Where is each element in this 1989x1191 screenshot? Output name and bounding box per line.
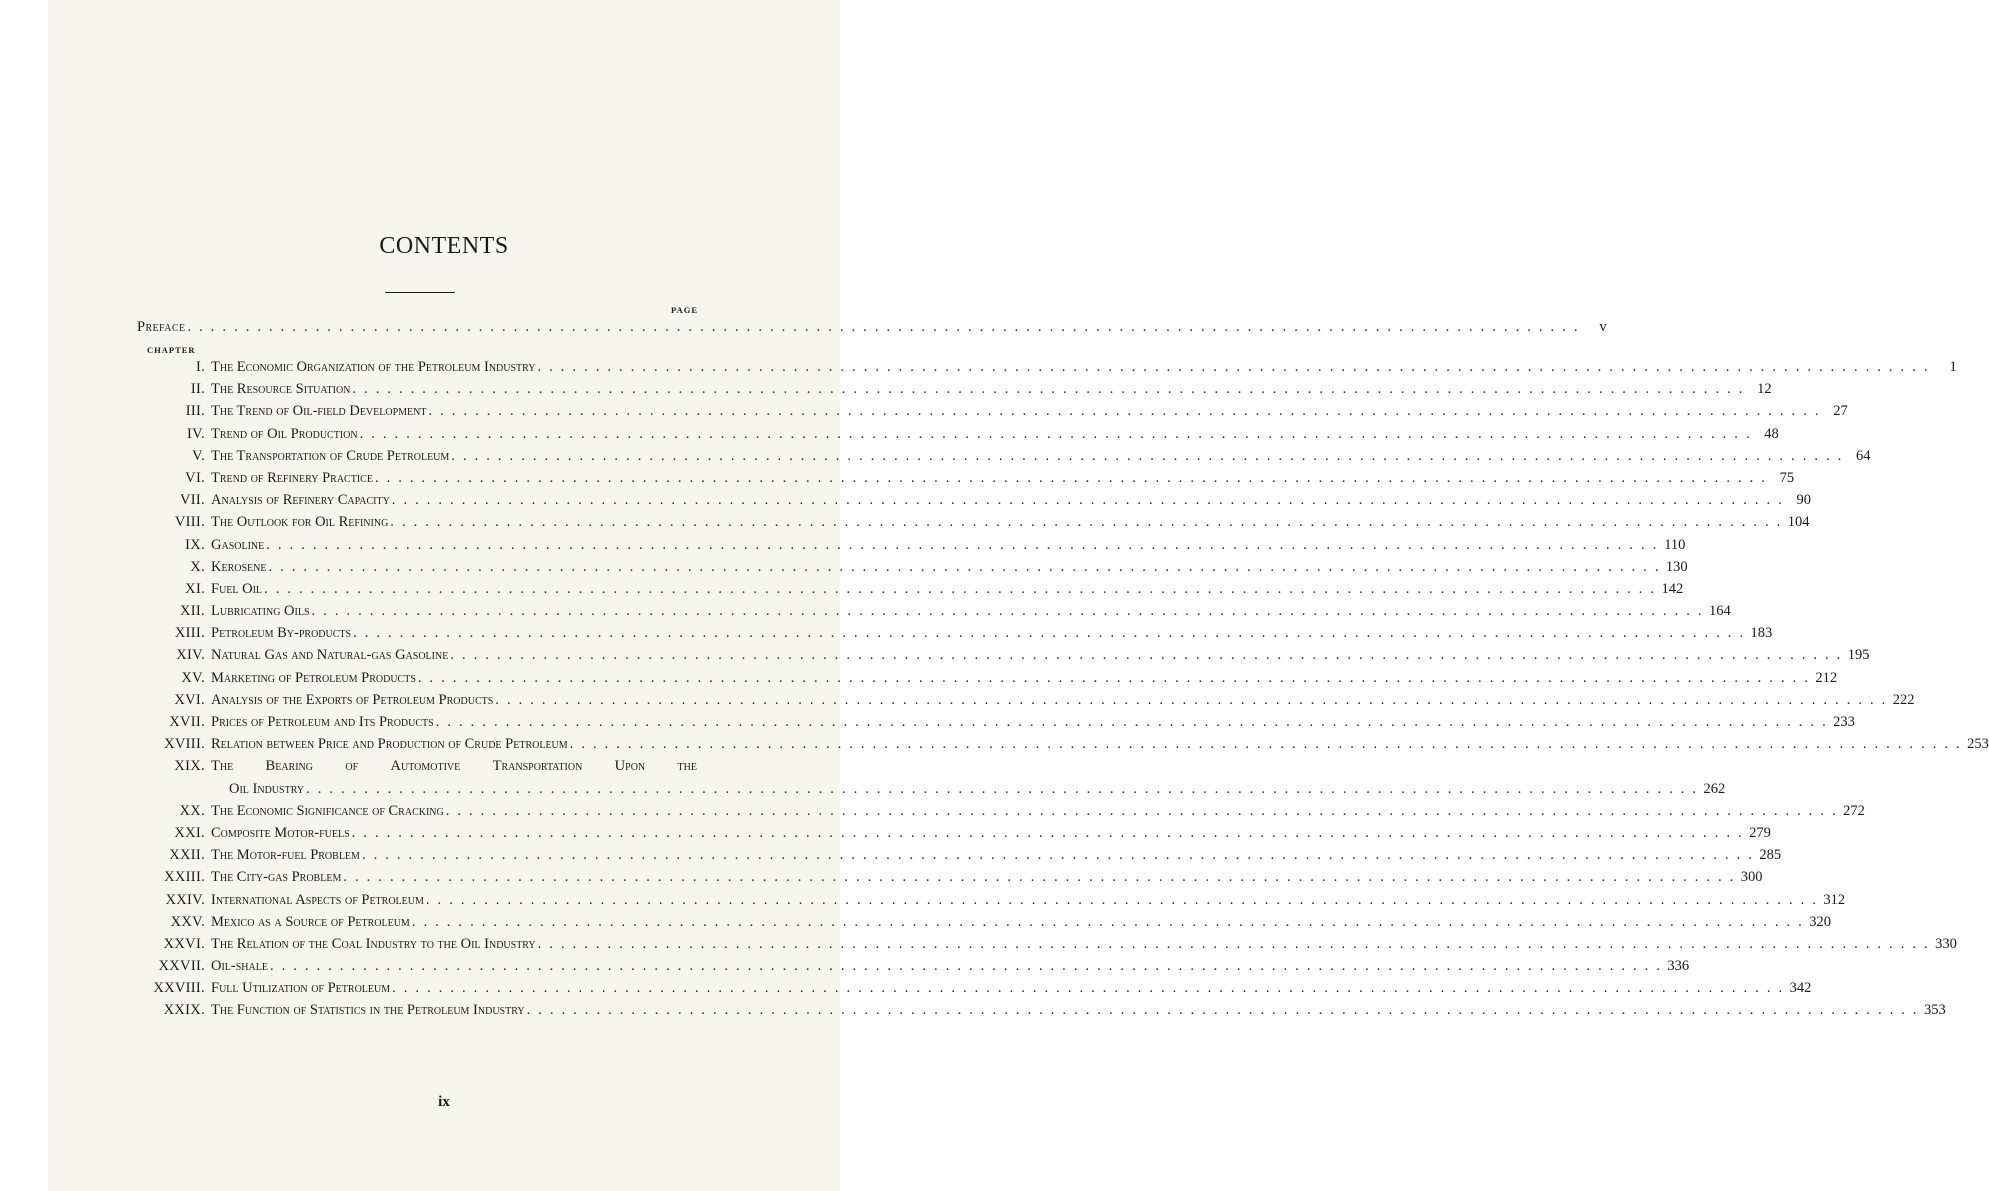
chapter-title: Mexico as a Source of Petroleum — [211, 913, 410, 930]
chapter-title: Lubricating Oils — [211, 603, 310, 620]
toc-entry — [0, 492, 1811, 514]
chapter-text — [211, 847, 1782, 864]
toc-entry — [0, 403, 1848, 425]
leader-dots: . . . . . . . . . . . . . . . . . . . . . . . . . . . . . . . . . . . . . . . . . . . . . . . . . . . . . . . . . . . . . . . . . . . . . . . . . . . . . . . . . . . . . . . . . . . . . . . . . . . . . . . . . . . . . . . . . . . . . . . . — [569, 736, 1962, 753]
chapter-number: XVI. — [174, 691, 205, 708]
chapter-page: 110 — [1664, 536, 1686, 553]
leader-dots: . . . . . . . . . . . . . . . . . . . . . . . . . . . . . . . . . . . . . . . . . . . . . . . . . . . . . . . . . . . . . . . . . . . . . . . . . . . . . . . . . . . . . . . . . . . . . . . . . . . . . . . . . . . . . . . . . . . . . . . . — [343, 869, 1736, 886]
chapter-title-line1 — [211, 758, 697, 780]
chapter-title: Natural Gas and Natural-gas Gasoline — [211, 647, 449, 664]
chapter-text — [211, 913, 1832, 931]
chapter-number: XV. — [181, 669, 205, 686]
chapter-page: 320 — [1809, 913, 1832, 930]
chapter-text — [211, 359, 1957, 376]
chapter-number: XVII. — [169, 714, 205, 730]
page-number: ix — [438, 1094, 450, 1110]
chapter-title: Full Utilization of Petroleum — [211, 980, 391, 997]
chapter-title: International Aspects of Petroleum — [211, 891, 424, 908]
chapter-page: 212 — [1815, 669, 1838, 686]
chapter-page: 262 — [1703, 780, 1726, 797]
chapter-title: Petroleum By-products — [211, 625, 352, 642]
title-word: the — [677, 758, 697, 775]
chapter-number: XXVIII. — [153, 980, 205, 997]
toc-entry — [0, 913, 1832, 936]
chapter-text — [211, 1002, 1946, 1019]
toc-entry — [0, 847, 1782, 869]
toc-entry — [0, 802, 1865, 825]
chapter-text — [211, 958, 1690, 975]
preface-page: v — [1599, 319, 1607, 335]
chapter-text — [211, 736, 1989, 753]
chapter-number: XIII. — [174, 625, 205, 642]
toc-entry — [0, 935, 1957, 958]
toc-entry — [0, 691, 1915, 714]
chapter-number: XXIV. — [165, 891, 205, 908]
chapter-page: 1 — [1949, 359, 1957, 375]
chapter-text — [211, 447, 1871, 465]
toc-entry — [0, 980, 1812, 1002]
toc-entry — [0, 869, 1763, 891]
chapter-title: The Economic Significance of Cracking — [211, 802, 444, 819]
chapter-title: Fuel Oil — [211, 580, 263, 597]
chapter-number: IX. — [185, 536, 205, 553]
leader-dots: . . . . . . . . . . . . . . . . . . . . . . . . . . . . . . . . . . . . . . . . . . . . . . . . . . . . . . . . . . . . . . . . . . . . . . . . . . . . . . . . . . . . . . . . . . . . . . . . . . . . . . . . . . . . . . . . . . . . . . . . — [352, 381, 1745, 398]
leader-dots: . . . . . . . . . . . . . . . . . . . . . . . . . . . . . . . . . . . . . . . . . . . . . . . . . . . . . . . . . . . . . . . . . . . . . . . . . . . . . . . . . . . . . . . . . . . . . . . . . . . . . . . . . . . . . . . . . . . . . . . . — [361, 847, 1755, 864]
chapter-title-wrapped — [211, 758, 1726, 802]
chapter-page: 64 — [1855, 447, 1871, 464]
chapter-title: Relation between Price and Production of Crude Petroleum — [211, 736, 568, 753]
chapter-number: II. — [190, 381, 205, 398]
title-word: The — [211, 758, 234, 775]
chapter-number: XX. — [179, 802, 205, 819]
chapter-page: 48 — [1764, 425, 1779, 442]
toc-entry — [0, 1002, 1946, 1024]
leader-dots: . . . . . . . . . . . . . . . . . . . . . . . . . . . . . . . . . . . . . . . . . . . . . . . . . . . . . . . . . . . . . . . . . . . . . . . . . . . . . . . . . . . . . . . . . . . . . . . . . . . . . . . . . . . . . . . . . . . . . . . . — [391, 492, 1784, 509]
chapter-column-header: CHAPTER — [147, 345, 196, 355]
chapter-title: Trend of Refinery Practice — [211, 469, 373, 486]
leader-dots: . . . . . . . . . . . . . . . . . . . . . . . . . . . . . . . . . . . . . . . . . . . . . . . . . . . . . . . . . . . . . . . . . . . . . . . . . . . . . . . . . . . . . . . . . . . . . . . . . . . . . . . . . . . . . . . . . . . . . . . . — [537, 359, 1930, 375]
chapter-page: 272 — [1843, 802, 1865, 819]
leader-dots: . . . . . . . . . . . . . . . . . . . . . . . . . . . . . . . . . . . . . . . . . . . . . . . . . . . . . . . . . . . . . . . . . . . . . . . . . . . . . . . . . . . . . . . . . . . . . . . . . . . . . . . . . . . . . . . . . . . . . . . . — [451, 447, 1844, 464]
chapter-text — [211, 536, 1686, 554]
chapter-page: 353 — [1924, 1002, 1946, 1019]
chapter-number: III. — [185, 403, 205, 420]
chapter-text — [211, 469, 1795, 487]
toc-entry — [0, 625, 1773, 647]
chapter-page: 90 — [1796, 492, 1811, 509]
toc-entry — [0, 469, 1795, 492]
chapter-title: Analysis of the Exports of Petroleum Products — [211, 691, 494, 708]
chapter-text — [211, 425, 1779, 443]
chapter-text — [211, 492, 1811, 509]
chapter-title: Gasoline — [211, 536, 265, 553]
leader-dots: . . . . . . . . . . . . . . . . . . . . . . . . . . . . . . . . . . . . . . . . . . . . . . . . . . . . . . . . . . . . . . . . . . . . . . . . . . . . . . . . . . . . . . . . . . . . . . . . . . . . . . . . . . . . . . . . . . . . . . . . — [353, 625, 1746, 642]
chapter-page: 104 — [1787, 514, 1810, 531]
chapter-page: 27 — [1833, 403, 1848, 420]
toc-entry — [0, 714, 1855, 736]
chapter-number: XIX. — [174, 758, 205, 775]
chapter-page: 300 — [1740, 869, 1763, 886]
toc-entry — [0, 514, 1810, 536]
leader-dots: . . . . . . . . . . . . . . . . . . . . . . . . . . . . . . . . . . . . . . . . . . . . . . . . . . . . . . . . . . . . . . . . . . . . . . . . . . . . . . . . . . . . . . . . . . . . . . . . . . . . . . . . . . . . . . . . . . . . . . . . — [411, 913, 1805, 930]
leader-dots: . . . . . . . . . . . . . . . . . . . . . . . . . . . . . . . . . . . . . . . . . . . . . . . . . . . . . . . . . . . . . . . . . . . . . . . . . . . . . . . . . . . . . . . . . . . . . . . . . . . . . . . . . . . . . . . . . . . . . . . . — [390, 514, 1783, 531]
leader-dots: . . . . . . . . . . . . . . . . . . . . . . . . . . . . . . . . . . . . . . . . . . . . . . . . . . . . . . . . . . . . . . . . . . . . . . . . . . . . . . . . . . . . . . . . . . . . . . . . . . . . . . . . . . . . . . . . . . . . . . . . — [359, 425, 1752, 442]
leader-dots: . . . . . . . . . . . . . . . . . . . . . . . . . . . . . . . . . . . . . . . . . . . . . . . . . . . . . . . . . . . . . . . . . . . . . . . . . . . . . . . . . . . . . . . . . . . . . . . . . . . . . . . . . . . . . . . . . . . . . . . . — [351, 824, 1744, 841]
toc-entry — [0, 536, 1686, 559]
title-word: Automotive — [390, 758, 461, 775]
chapter-page: 12 — [1757, 381, 1772, 398]
chapter-title: The Relation of the Coal Industry to the Oil Industry — [211, 935, 536, 952]
toc-entry — [0, 669, 1838, 692]
chapter-title: Kerosene — [211, 558, 267, 575]
leader-dots: . . . . . . . . . . . . . . . . . . . . . . . . . . . . . . . . . . . . . . . . . . . . . . . . . . . . . . . . . . . . . . . . . . . . . . . . . . . . . . . . . . . . . . . . . . . . . . . . . . . . . . . . . . . . . . . . . . . . . . . . — [425, 891, 1819, 908]
toc-entry — [0, 736, 1989, 758]
leader-dots: . . . . . . . . . . . . . . . . . . . . . . . . . . . . . . . . . . . . . . . . . . . . . . . . . . . . . . . . . . . . . . . . . . . . . . . . . . . . . . . . . . . . . . . . . . . . . . . . . . . . . . . . . . . . . . . . . . . . . . . . — [392, 980, 1785, 997]
toc-entry — [0, 647, 1870, 669]
chapter-page: 164 — [1708, 603, 1731, 620]
chapter-number: XXII. — [169, 847, 205, 864]
leader-dots: . . . . . . . . . . . . . . . . . . . . . . . . . . . . . . . . . . . . . . . . . . . . . . . . . . . . . . . . . . . . . . . . . . . . . . . . . . . . . . . . . . . . . . . . . . . . . . . . . . . . . . . . . . . . . . . . . . . . . . . . — [268, 558, 1661, 575]
table-of-contents — [0, 359, 1989, 1025]
chapter-text — [211, 935, 1957, 953]
chapter-page: 336 — [1667, 958, 1690, 975]
chapter-title: Trend of Oil Production — [211, 425, 358, 442]
chapter-text — [211, 802, 1865, 820]
page-column-header: PAGE — [671, 305, 698, 315]
leader-dots: . . . . . . . . . . . . . . . . . . . . . . . . . . . . . . . . . . . . . . . . . . . . . . . . . . . . . . . . . . . . . . . . . . . . . . . . . . . . . . . . . . . . . . . . . . . . . . . . . . . . . . . . . . . . . . . . . . . . . . . . — [537, 935, 1930, 952]
chapter-title: The Trend of Oil-field Development — [211, 403, 427, 420]
toc-entry — [0, 359, 1957, 381]
chapter-title: The City-gas Problem — [211, 869, 342, 886]
chapter-text — [211, 580, 1684, 598]
chapter-title: The Function of Statistics in the Petroleum Industry — [211, 1002, 525, 1019]
page-title: CONTENTS — [379, 233, 509, 259]
chapter-number: IV. — [187, 425, 205, 442]
title-word: Bearing — [265, 758, 313, 775]
toc-entry — [0, 447, 1871, 470]
title-rule — [385, 292, 455, 293]
chapter-title: The Motor-fuel Problem — [211, 847, 360, 864]
chapter-page: 130 — [1665, 558, 1688, 575]
toc-entry — [0, 603, 1731, 625]
chapter-number: VI. — [185, 469, 205, 486]
chapter-page: 279 — [1749, 824, 1771, 841]
leader-dots: . . . . . . . . . . . . . . . . . . . . . . . . . . . . . . . . . . . . . . . . . . . . . . . . . . . . . . . . . . . . . . . . . . . . . . . . . . . . . . . . . . . . . . . . . . . . . . . . . . . . . . . . . . . . . . . . . . . . . . . . — [306, 780, 1699, 797]
chapter-title: Composite Motor-fuels — [211, 824, 350, 841]
toc-entry-preface — [137, 319, 1607, 341]
chapter-number: XXVII. — [158, 958, 205, 975]
toc-entry — [0, 958, 1690, 980]
chapter-text — [211, 514, 1810, 531]
leader-dots: . . . . . . . . . . . . . . . . . . . . . . . . . . . . . . . . . . . . . . . . . . . . . . . . . . . . . . . . . . . . . . . . . . . . . . . . . . . . . . . . . . . . . . . . . . . . . . . . . . . . . . . . . . . . . . . . . . . . . . . . — [187, 319, 1580, 335]
toc-entry — [0, 580, 1684, 603]
chapter-page: 195 — [1847, 647, 1870, 664]
chapter-page: 330 — [1935, 935, 1957, 952]
toc-entry — [0, 381, 1772, 403]
chapter-text — [211, 669, 1838, 687]
chapter-page: 75 — [1779, 469, 1795, 486]
chapter-title: Marketing of Petroleum Products — [211, 669, 416, 686]
leader-dots: . . . . . . . . . . . . . . . . . . . . . . . . . . . . . . . . . . . . . . . . . . . . . . . . . . . . . . . . . . . . . . . . . . . . . . . . . . . . . . . . . . . . . . . . . . . . . . . . . . . . . . . . . . . . . . . . . . . . . . . . — [266, 536, 1659, 553]
toc-entry — [0, 425, 1779, 448]
leader-dots: . . . . . . . . . . . . . . . . . . . . . . . . . . . . . . . . . . . . . . . . . . . . . . . . . . . . . . . . . . . . . . . . . . . . . . . . . . . . . . . . . . . . . . . . . . . . . . . . . . . . . . . . . . . . . . . . . . . . . . . . — [374, 469, 1768, 486]
chapter-title-line2 — [211, 780, 1726, 803]
title-word: Upon — [614, 758, 646, 775]
chapter-title: The Transportation of Crude Petroleum — [211, 447, 450, 464]
chapter-page: 253 — [1967, 736, 1989, 753]
chapter-page: 233 — [1833, 714, 1855, 730]
leader-dots: . . . . . . . . . . . . . . . . . . . . . . . . . . . . . . . . . . . . . . . . . . . . . . . . . . . . . . . . . . . . . . . . . . . . . . . . . . . . . . . . . . . . . . . . . . . . . . . . . . . . . . . . . . . . . . . . . . . . . . . . — [269, 958, 1663, 975]
chapter-title: Oil-shale — [211, 958, 268, 975]
chapter-number: XXVI. — [163, 935, 205, 952]
chapter-text — [211, 558, 1688, 576]
leader-dots: . . . . . . . . . . . . . . . . . . . . . . . . . . . . . . . . . . . . . . . . . . . . . . . . . . . . . . . . . . . . . . . . . . . . . . . . . . . . . . . . . . . . . . . . . . . . . . . . . . . . . . . . . . . . . . . . . . . . . . . . — [450, 647, 1843, 664]
chapter-number: V. — [192, 447, 205, 464]
chapter-number: XXIX. — [163, 1002, 205, 1019]
leader-dots: . . . . . . . . . . . . . . . . . . . . . . . . . . . . . . . . . . . . . . . . . . . . . . . . . . . . . . . . . . . . . . . . . . . . . . . . . . . . . . . . . . . . . . . . . . . . . . . . . . . . . . . . . . . . . . . . . . . . . . . . — [526, 1002, 1919, 1019]
chapter-text — [211, 691, 1915, 709]
chapter-text — [211, 824, 1771, 842]
chapter-text — [211, 403, 1848, 420]
chapter-page: 342 — [1789, 980, 1812, 997]
chapter-title: Analysis of Refinery Capacity — [211, 492, 390, 509]
leader-dots: . . . . . . . . . . . . . . . . . . . . . . . . . . . . . . . . . . . . . . . . . . . . . . . . . . . . . . . . . . . . . . . . . . . . . . . . . . . . . . . . . . . . . . . . . . . . . . . . . . . . . . . . . . . . . . . . . . . . . . . . — [435, 714, 1828, 730]
leader-dots: . . . . . . . . . . . . . . . . . . . . . . . . . . . . . . . . . . . . . . . . . . . . . . . . . . . . . . . . . . . . . . . . . . . . . . . . . . . . . . . . . . . . . . . . . . . . . . . . . . . . . . . . . . . . . . . . . . . . . . . . — [428, 403, 1821, 420]
preface-label: Preface — [137, 319, 186, 335]
chapter-number: XXI. — [174, 824, 205, 841]
chapter-number: VII. — [180, 492, 205, 509]
chapter-title: The Economic Organization of the Petroleum Industry — [211, 359, 536, 375]
toc-entry — [0, 824, 1771, 847]
chapter-text — [211, 980, 1812, 997]
leader-dots: . . . . . . . . . . . . . . . . . . . . . . . . . . . . . . . . . . . . . . . . . . . . . . . . . . . . . . . . . . . . . . . . . . . . . . . . . . . . . . . . . . . . . . . . . . . . . . . . . . . . . . . . . . . . . . . . . . . . . . . . — [264, 580, 1657, 597]
chapter-number: XII. — [180, 603, 205, 620]
chapter-page: 222 — [1892, 691, 1915, 708]
chapter-page: 312 — [1823, 891, 1846, 908]
chapter-number: XI. — [185, 580, 205, 597]
chapter-page: 285 — [1759, 847, 1782, 864]
chapter-page: 183 — [1750, 625, 1773, 642]
chapter-page: 142 — [1661, 580, 1684, 597]
leader-dots: . . . . . . . . . . . . . . . . . . . . . . . . . . . . . . . . . . . . . . . . . . . . . . . . . . . . . . . . . . . . . . . . . . . . . . . . . . . . . . . . . . . . . . . . . . . . . . . . . . . . . . . . . . . . . . . . . . . . . . . . — [417, 669, 1811, 686]
title-word: of — [345, 758, 359, 775]
chapter-number: I. — [195, 359, 205, 375]
toc-entry — [0, 891, 1846, 914]
chapter-number: X. — [190, 558, 205, 575]
chapter-text — [211, 603, 1731, 620]
chapter-number: XXV. — [170, 913, 205, 930]
chapter-text — [211, 714, 1855, 731]
toc-entry — [0, 558, 1688, 581]
chapter-title: Oil Industry — [229, 780, 305, 797]
leader-dots: . . . . . . . . . . . . . . . . . . . . . . . . . . . . . . . . . . . . . . . . . . . . . . . . . . . . . . . . . . . . . . . . . . . . . . . . . . . . . . . . . . . . . . . . . . . . . . . . . . . . . . . . . . . . . . . . . . . . . . . . — [445, 802, 1838, 819]
title-word: Transportation — [492, 758, 583, 775]
chapter-text — [211, 891, 1846, 909]
chapter-text — [211, 869, 1763, 886]
chapter-number: VIII. — [174, 514, 205, 531]
toc-entry — [0, 758, 1726, 802]
chapter-text — [211, 625, 1773, 642]
leader-dots: . . . . . . . . . . . . . . . . . . . . . . . . . . . . . . . . . . . . . . . . . . . . . . . . . . . . . . . . . . . . . . . . . . . . . . . . . . . . . . . . . . . . . . . . . . . . . . . . . . . . . . . . . . . . . . . . . . . . . . . . — [495, 691, 1888, 708]
chapter-title: The Resource Situation — [211, 381, 351, 398]
chapter-number: XIV. — [176, 647, 205, 664]
chapter-text — [211, 381, 1772, 398]
chapter-title: Prices of Petroleum and Its Products — [211, 714, 434, 730]
chapter-number: XXIII. — [164, 869, 205, 886]
leader-dots: . . . . . . . . . . . . . . . . . . . . . . . . . . . . . . . . . . . . . . . . . . . . . . . . . . . . . . . . . . . . . . . . . . . . . . . . . . . . . . . . . . . . . . . . . . . . . . . . . . . . . . . . . . . . . . . . . . . . . . . . — [311, 603, 1704, 620]
chapter-text — [211, 647, 1870, 664]
chapter-title: The Outlook for Oil Refining — [211, 514, 389, 531]
chapter-number: XVIII. — [164, 736, 205, 753]
